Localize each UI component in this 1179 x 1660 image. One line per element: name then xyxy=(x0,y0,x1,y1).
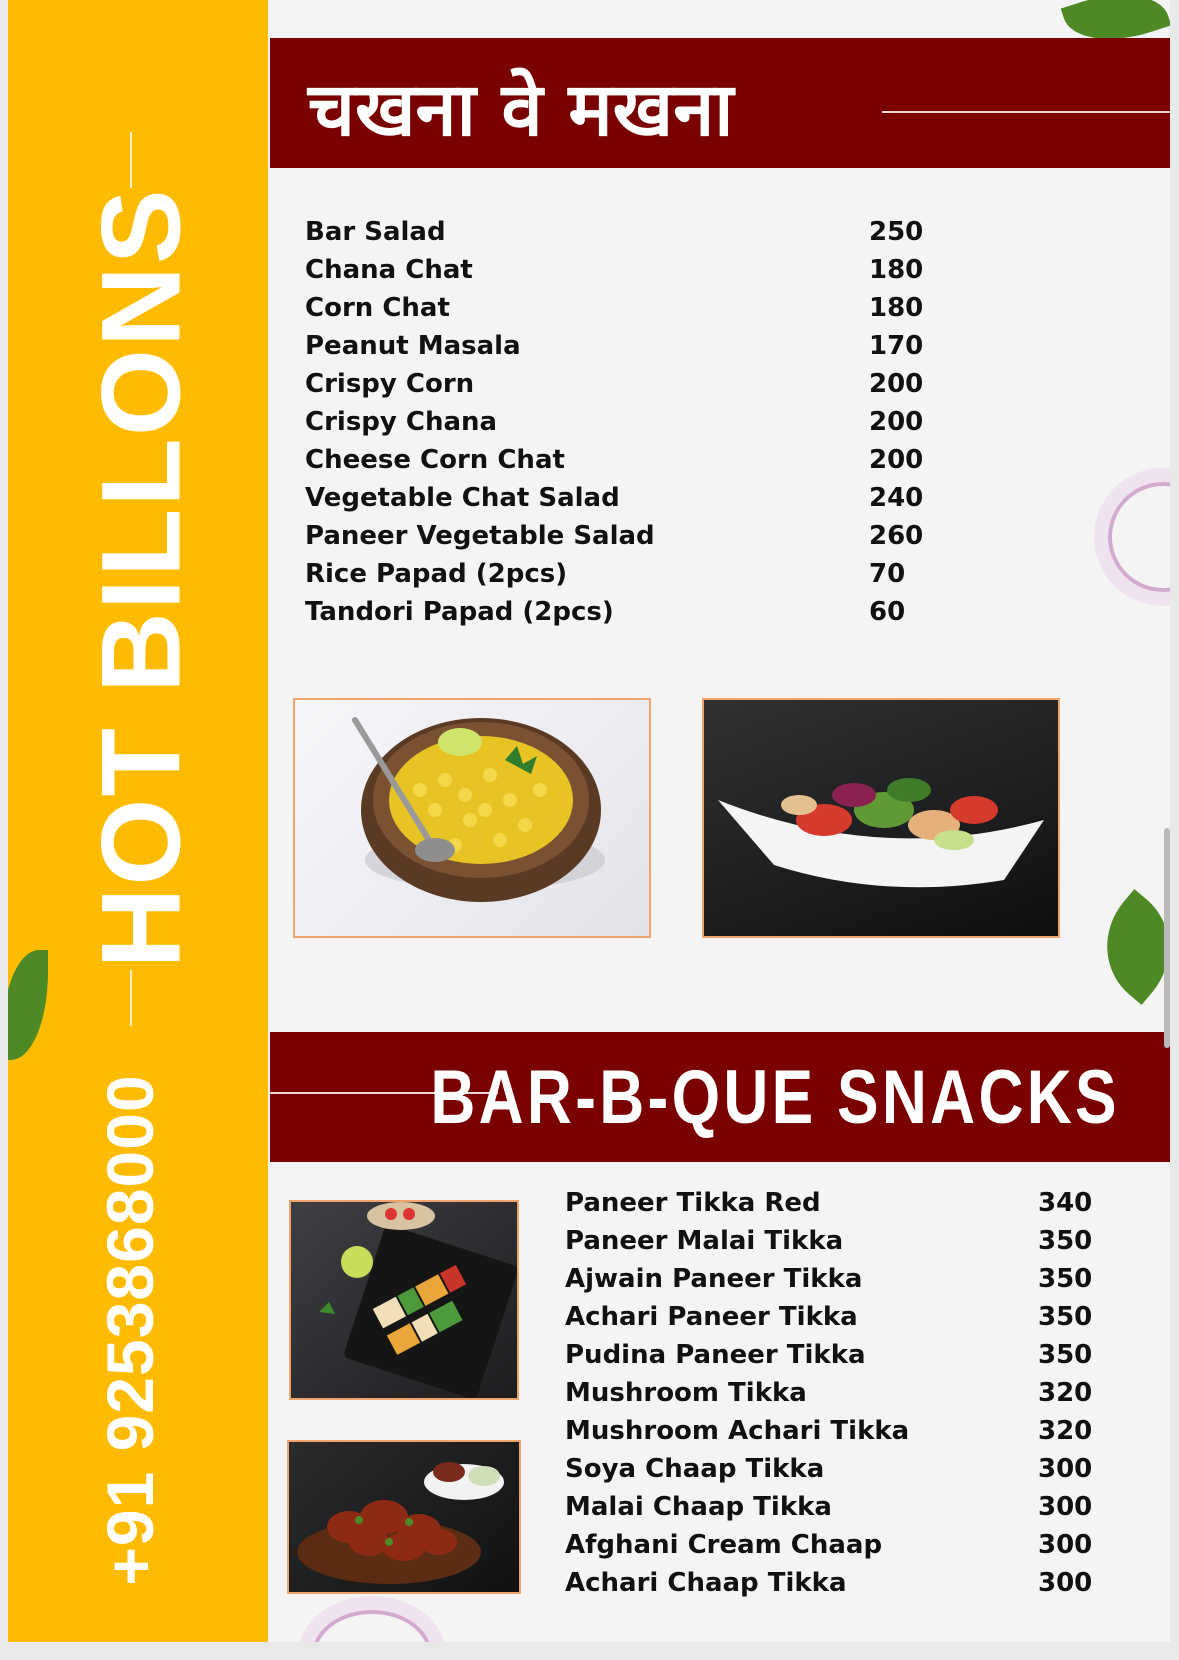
section-banner-bbq xyxy=(270,1032,1170,1162)
menu-item-name: Chana Chat xyxy=(305,255,473,285)
menu-item-name: Paneer Tikka Red xyxy=(565,1188,821,1218)
menu-item-price: 70 xyxy=(869,559,906,589)
menu-item xyxy=(305,517,925,555)
menu-item-name: Mushroom Tikka xyxy=(565,1378,807,1408)
section-banner-chakhna xyxy=(270,38,1170,168)
salad-photo xyxy=(702,698,1060,938)
menu-item-name: Cheese Corn Chat xyxy=(305,445,565,475)
menu-item xyxy=(565,1260,1125,1298)
menu-item-name: Rice Papad (2pcs) xyxy=(305,559,568,589)
menu-item-name: Achari Chaap Tikka xyxy=(565,1568,847,1598)
menu-item-name: Ajwain Paneer Tikka xyxy=(565,1264,863,1294)
menu-item xyxy=(565,1526,1125,1564)
corn-chat-photo xyxy=(293,698,651,938)
menu-list-bbq xyxy=(565,1184,1125,1602)
menu-item-price: 350 xyxy=(1038,1264,1093,1294)
menu-item xyxy=(305,555,925,593)
menu-list-chakhna xyxy=(305,213,925,631)
menu-item-price: 350 xyxy=(1038,1302,1093,1332)
menu-item-name: Mushroom Achari Tikka xyxy=(565,1416,910,1446)
menu-item xyxy=(565,1450,1125,1488)
menu-item-name: Vegetable Chat Salad xyxy=(305,483,620,513)
onion-ring-decoration xyxy=(1094,468,1170,606)
menu-item-name: Crispy Corn xyxy=(305,369,475,399)
menu-item xyxy=(305,327,925,365)
menu-item-price: 240 xyxy=(869,483,924,513)
chaap-tikka-photo xyxy=(287,1440,521,1594)
menu-item-name: Pudina Paneer Tikka xyxy=(565,1340,866,1370)
menu-item xyxy=(305,441,925,479)
menu-item xyxy=(565,1488,1125,1526)
section-title: चखना वे मखना xyxy=(308,67,734,153)
menu-item-name: Paneer Malai Tikka xyxy=(565,1226,844,1256)
phone-number: +91 9253868000 xyxy=(93,1074,167,1586)
menu-item-name: Corn Chat xyxy=(305,293,450,323)
menu-page xyxy=(8,0,1170,1642)
banner-rule xyxy=(882,111,1170,113)
menu-item-price: 170 xyxy=(869,331,924,361)
menu-item-price: 300 xyxy=(1038,1454,1093,1484)
paneer-tikka-photo xyxy=(289,1200,519,1400)
menu-item-price: 300 xyxy=(1038,1492,1093,1522)
menu-item-name: Paneer Vegetable Salad xyxy=(305,521,655,551)
menu-item xyxy=(565,1564,1125,1602)
menu-item xyxy=(305,251,925,289)
onion-ring-decoration xyxy=(298,1596,446,1642)
menu-item-price: 340 xyxy=(1038,1188,1093,1218)
menu-item-name: Afghani Cream Chaap xyxy=(565,1530,883,1560)
menu-item-price: 250 xyxy=(869,217,924,247)
menu-item xyxy=(305,365,925,403)
divider xyxy=(130,970,132,1026)
menu-item-name: Crispy Chana xyxy=(305,407,498,437)
section-title: BAR-B-QUE SNACKS xyxy=(430,1055,1120,1140)
divider xyxy=(130,132,132,188)
menu-item-name: Soya Chaap Tikka xyxy=(565,1454,825,1484)
scrollbar[interactable] xyxy=(1164,828,1170,1048)
menu-item-price: 200 xyxy=(869,369,924,399)
brand-name: HOT BILLONS xyxy=(78,187,204,969)
menu-item xyxy=(305,479,925,517)
side-band xyxy=(8,0,268,1642)
menu-item xyxy=(565,1222,1125,1260)
menu-item-price: 300 xyxy=(1038,1530,1093,1560)
menu-item-price: 320 xyxy=(1038,1416,1093,1446)
menu-item-name: Peanut Masala xyxy=(305,331,521,361)
menu-item xyxy=(305,289,925,327)
menu-item-price: 180 xyxy=(869,255,924,285)
menu-item-name: Achari Paneer Tikka xyxy=(565,1302,858,1332)
menu-item-name: Bar Salad xyxy=(305,217,446,247)
menu-item xyxy=(565,1412,1125,1450)
menu-item xyxy=(565,1374,1125,1412)
menu-item-name: Malai Chaap Tikka xyxy=(565,1492,832,1522)
menu-item xyxy=(305,403,925,441)
leaf-decoration xyxy=(1080,889,1170,1005)
menu-item-price: 350 xyxy=(1038,1340,1093,1370)
menu-item-price: 320 xyxy=(1038,1378,1093,1408)
menu-item-price: 260 xyxy=(869,521,924,551)
menu-item xyxy=(565,1336,1125,1374)
menu-item-price: 300 xyxy=(1038,1568,1093,1598)
menu-item-price: 60 xyxy=(869,597,906,627)
menu-item-price: 350 xyxy=(1038,1226,1093,1256)
menu-item-price: 200 xyxy=(869,445,924,475)
menu-item xyxy=(565,1184,1125,1222)
menu-item xyxy=(305,213,925,251)
menu-item xyxy=(305,593,925,631)
menu-item xyxy=(565,1298,1125,1336)
menu-item-name: Tandori Papad (2pcs) xyxy=(305,597,614,627)
menu-item-price: 200 xyxy=(869,407,924,437)
menu-item-price: 180 xyxy=(869,293,924,323)
